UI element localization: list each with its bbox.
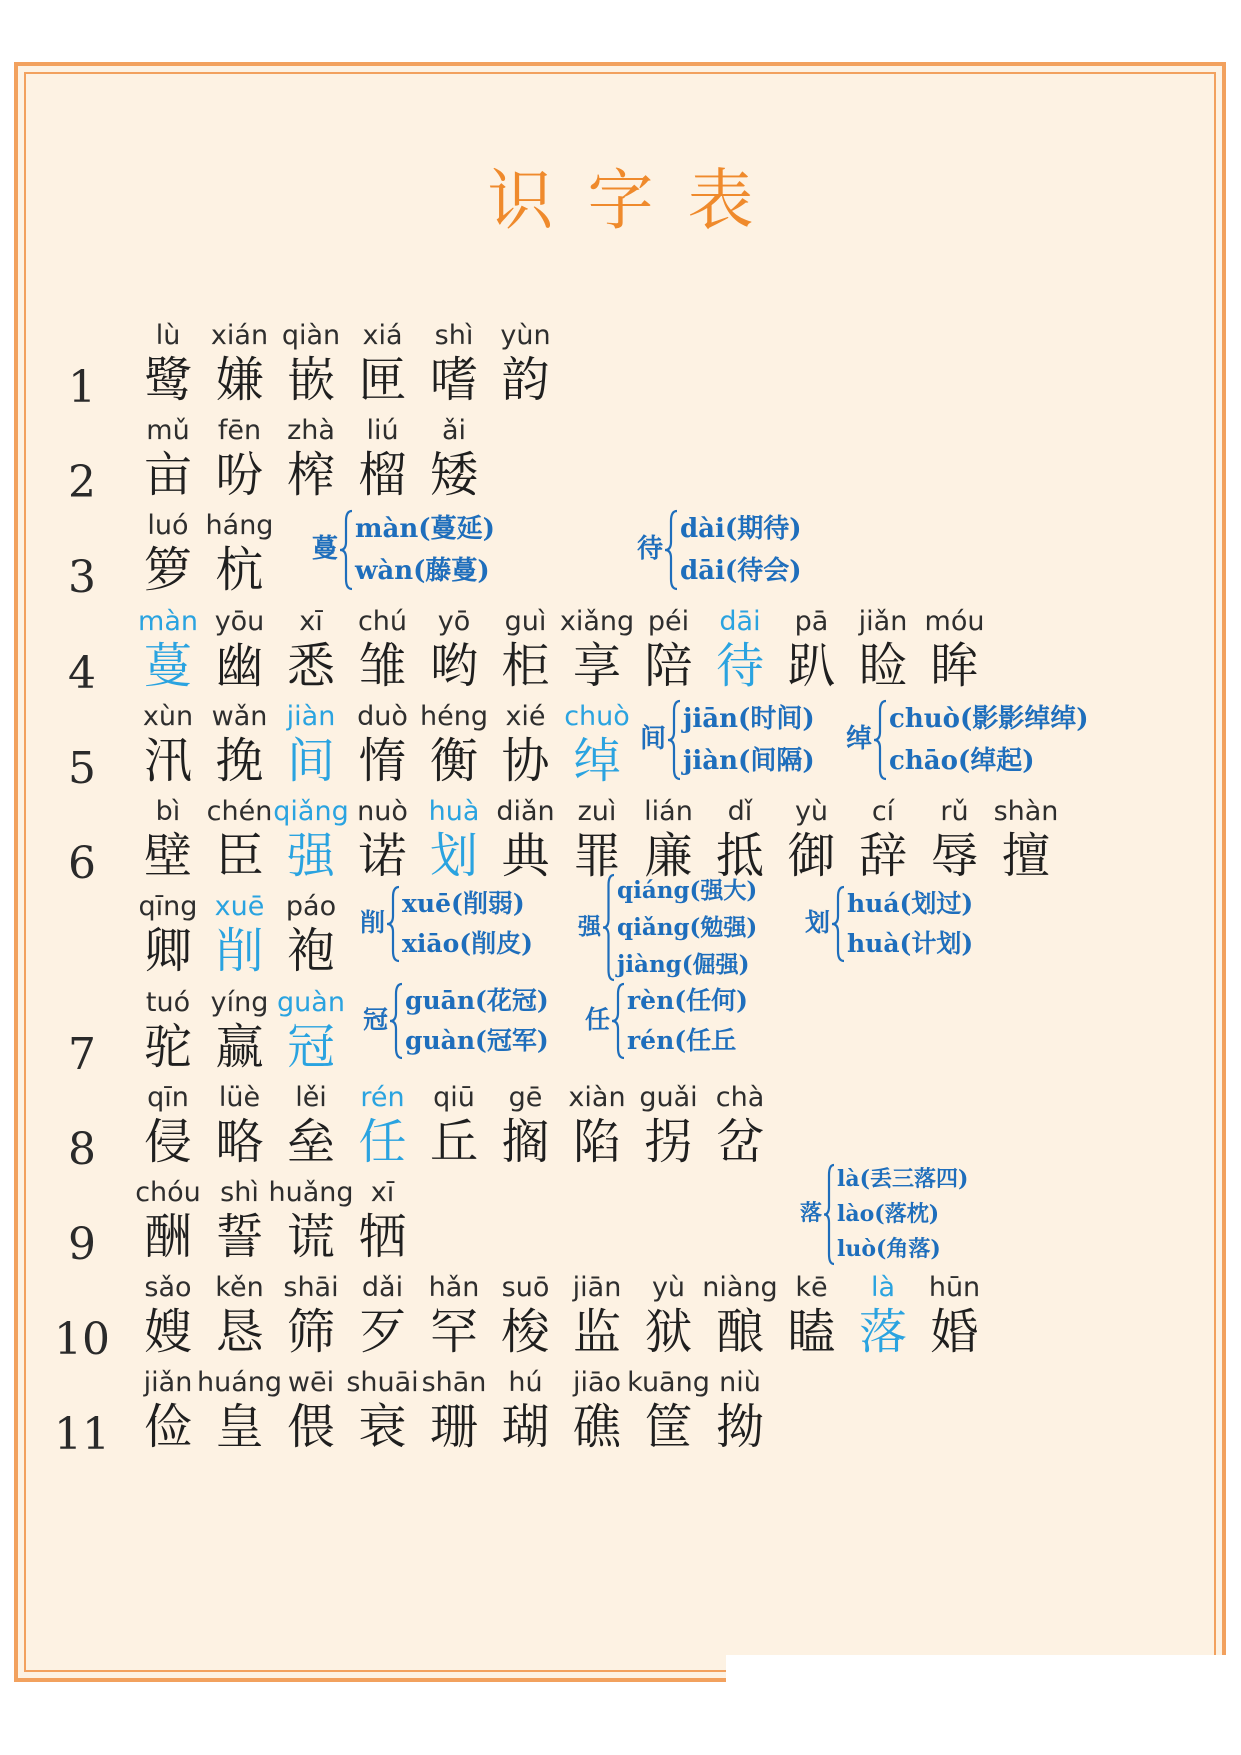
reading-line: chuò(影影绰绰) <box>889 704 1089 734</box>
pinyin-label: qiǎng <box>273 796 349 827</box>
pinyin-label: lüè <box>218 1082 261 1113</box>
reading-line: guàn(冠军) <box>405 1026 549 1055</box>
polyphone-character: 削 <box>360 908 386 937</box>
hanzi-character: 哟 <box>429 638 478 694</box>
reading-line: qiǎng(勉强) <box>617 914 758 941</box>
hanzi-character: 辱 <box>930 828 979 884</box>
pinyin-label: shuāi <box>346 1367 419 1398</box>
polyphone-readings <box>617 872 757 983</box>
pinyin-label: là <box>870 1272 896 1303</box>
hanzi-character: 韵 <box>501 352 550 408</box>
pinyin-label: hūn <box>928 1272 981 1303</box>
reading-line: chāo(绰起) <box>889 746 1035 776</box>
pinyin-label: páo <box>285 891 337 922</box>
pinyin-label: kěn <box>215 1272 264 1303</box>
hanzi-character: 绰 <box>572 733 621 789</box>
hanzi-character: 间 <box>286 733 335 789</box>
pinyin-label: jiǎn <box>143 1367 193 1398</box>
reading-line: là(丢三落四) <box>837 1166 969 1192</box>
hanzi-character: 箩 <box>143 542 192 598</box>
hanzi-character: 抵 <box>715 828 764 884</box>
character-entry <box>414 417 494 517</box>
hanzi-character: 趴 <box>787 638 836 694</box>
pinyin-label: xī <box>299 606 323 637</box>
character-entry <box>271 989 351 1089</box>
pinyin-label: niàng <box>702 1272 778 1303</box>
hanzi-character: 袍 <box>286 923 335 979</box>
pinyin-label: shàn <box>993 796 1059 827</box>
pinyin-label: xī <box>370 1177 395 1208</box>
polyphone-character: 冠 <box>363 1005 389 1034</box>
lesson-number: 11 <box>54 1409 110 1460</box>
hanzi-character: 嫌 <box>215 352 264 408</box>
pinyin-label: qīng <box>138 891 198 922</box>
polyphone-character: 强 <box>578 913 601 940</box>
pinyin-label: chú <box>357 606 408 637</box>
lesson-number: 6 <box>68 838 96 889</box>
hanzi-character: 杭 <box>215 542 264 598</box>
lesson-row <box>0 322 1241 422</box>
polyphone-character: 落 <box>800 1200 823 1226</box>
pinyin-label: qiū <box>433 1082 475 1113</box>
pinyin-label: chén <box>206 796 273 827</box>
hanzi-character: 幽 <box>215 638 264 694</box>
pinyin-label: móu <box>924 606 985 637</box>
pinyin-label: yíng <box>210 987 269 1018</box>
hanzi-character: 陪 <box>644 638 693 694</box>
pinyin-label: liú <box>366 415 399 446</box>
lesson-number: 4 <box>68 648 96 699</box>
character-entry <box>557 703 637 803</box>
hanzi-character: 陷 <box>572 1114 621 1170</box>
polyphone-readings <box>683 698 815 782</box>
pinyin-label: jiāo <box>572 1367 622 1398</box>
brace-icon <box>831 884 845 964</box>
pinyin-label: lián <box>644 796 693 827</box>
character-entry <box>486 322 566 422</box>
polyphone-character: 待 <box>637 534 664 564</box>
reading-line: xiāo(削皮) <box>402 929 533 958</box>
hanzi-character: 擅 <box>1001 828 1050 884</box>
hanzi-character: 睑 <box>858 638 907 694</box>
hanzi-character: 待 <box>715 638 764 694</box>
character-entry <box>986 798 1066 898</box>
hanzi-character: 榴 <box>358 447 407 503</box>
polyphone-readings <box>405 981 549 1061</box>
page-title: 识字表 <box>487 162 788 239</box>
hanzi-character: 强 <box>286 828 335 884</box>
pinyin-label: bì <box>155 796 181 827</box>
pinyin-label: shì <box>220 1177 259 1208</box>
hanzi-character: 鹭 <box>143 352 192 408</box>
hanzi-character: 驼 <box>143 1019 192 1075</box>
hanzi-character: 礁 <box>572 1399 621 1455</box>
lesson-number: 2 <box>68 457 96 508</box>
reading-line: jiàn(间隔) <box>683 746 815 776</box>
pinyin-label: dǐ <box>727 796 753 827</box>
hanzi-character: 匣 <box>358 352 407 408</box>
pinyin-label: guì <box>504 606 547 637</box>
reading-line: huà(计划) <box>847 929 974 958</box>
pinyin-label: wēi <box>287 1367 335 1398</box>
hanzi-character: 衡 <box>429 733 478 789</box>
hanzi-character: 矮 <box>429 447 478 503</box>
reading-line: rèn(任何) <box>627 986 748 1015</box>
reading-line: dài(期待) <box>680 514 802 544</box>
brace-icon <box>389 981 403 1061</box>
hanzi-character: 任 <box>358 1114 407 1170</box>
pinyin-label: ǎi <box>441 415 467 446</box>
hanzi-character: 嫂 <box>143 1304 192 1360</box>
polyphone-character: 绰 <box>846 724 873 754</box>
pinyin-label: jiǎn <box>858 606 908 637</box>
hanzi-character: 偎 <box>286 1399 335 1455</box>
pinyin-label: rén <box>360 1082 405 1113</box>
reading-line: jiān(时间) <box>683 704 815 734</box>
polyphone-readings <box>627 981 748 1061</box>
hanzi-character: 廉 <box>644 828 693 884</box>
hanzi-character: 划 <box>429 828 478 884</box>
polyphone-character: 任 <box>585 1005 611 1034</box>
pinyin-label: duò <box>357 701 408 732</box>
pinyin-label: xiá <box>362 320 403 351</box>
pinyin-label: huǎng <box>268 1177 354 1208</box>
pinyin-label: dāi <box>719 606 761 637</box>
hanzi-character: 嗜 <box>429 352 478 408</box>
reading-line: rén(任丘 <box>627 1026 737 1055</box>
hanzi-character: 雏 <box>358 638 407 694</box>
reading-line: guān(花冠) <box>405 986 549 1015</box>
pinyin-label: xuē <box>214 891 265 922</box>
pinyin-label: shāi <box>283 1272 339 1303</box>
hanzi-character: 岔 <box>715 1114 764 1170</box>
pinyin-label: jiān <box>572 1272 622 1303</box>
pinyin-label: lù <box>155 320 181 351</box>
polyphone-character: 间 <box>640 724 667 754</box>
polyphone-readings <box>847 884 973 964</box>
hanzi-character: 享 <box>572 638 621 694</box>
pinyin-label: yō <box>437 606 471 637</box>
hanzi-character: 惰 <box>358 733 407 789</box>
hanzi-character: 筛 <box>286 1304 335 1360</box>
pinyin-label: kuāng <box>627 1367 710 1398</box>
character-entry <box>200 512 280 612</box>
hanzi-character: 汛 <box>143 733 192 789</box>
hanzi-character: 酬 <box>143 1209 192 1265</box>
hanzi-character: 俭 <box>143 1399 192 1455</box>
hanzi-character: 臣 <box>215 828 264 884</box>
hanzi-character: 悉 <box>286 638 335 694</box>
hanzi-character: 酿 <box>715 1304 764 1360</box>
lesson-row <box>0 1274 1241 1374</box>
reading-line: jiàng(倔强) <box>617 951 750 978</box>
character-entry <box>271 893 351 993</box>
pinyin-label: qīn <box>147 1082 189 1113</box>
hanzi-character: 罪 <box>572 828 621 884</box>
reading-line: qiáng(强大) <box>617 877 758 904</box>
lesson-number: 7 <box>68 1029 96 1080</box>
hanzi-character: 瑚 <box>501 1399 550 1455</box>
hanzi-character: 挽 <box>215 733 264 789</box>
pinyin-label: yù <box>651 1272 686 1303</box>
lesson-row <box>0 1179 1241 1279</box>
hanzi-character: 侵 <box>143 1114 192 1170</box>
hanzi-character: 歹 <box>358 1304 407 1360</box>
brace-icon <box>339 508 353 592</box>
pinyin-label: kē <box>795 1272 828 1303</box>
polyphone-readings <box>402 884 533 964</box>
pinyin-label: shì <box>434 320 474 351</box>
hanzi-character: 卿 <box>143 923 192 979</box>
pinyin-label: nuò <box>357 796 408 827</box>
hanzi-character: 牺 <box>358 1209 407 1265</box>
hanzi-character: 落 <box>858 1304 907 1360</box>
hanzi-character: 削 <box>215 923 264 979</box>
hanzi-character: 衰 <box>358 1399 407 1455</box>
hanzi-character: 典 <box>501 828 550 884</box>
hanzi-character: 柜 <box>501 638 550 694</box>
polyphone-character: 蔓 <box>312 534 339 564</box>
hanzi-character: 谎 <box>286 1209 335 1265</box>
brace-icon <box>386 884 400 964</box>
brace-icon <box>602 872 615 983</box>
hanzi-character: 拐 <box>644 1114 693 1170</box>
pinyin-label: cí <box>871 796 895 827</box>
pinyin-label: niù <box>719 1367 761 1398</box>
pinyin-label: shān <box>421 1367 487 1398</box>
hanzi-character: 皇 <box>215 1399 264 1455</box>
pinyin-label: màn <box>138 606 198 637</box>
pinyin-label: xiàn <box>568 1082 626 1113</box>
pinyin-label: guàn <box>277 987 345 1018</box>
pinyin-label: luó <box>147 510 189 541</box>
hanzi-character: 亩 <box>143 447 192 503</box>
hanzi-character: 拗 <box>715 1399 764 1455</box>
reading-line: dāi(待会) <box>680 556 802 586</box>
pinyin-label: xié <box>505 701 546 732</box>
hanzi-character: 罕 <box>429 1304 478 1360</box>
hanzi-character: 赢 <box>215 1019 264 1075</box>
lesson-row <box>0 1369 1241 1469</box>
character-entry <box>343 1179 423 1279</box>
pinyin-label: hǎn <box>428 1272 480 1303</box>
pinyin-label: diǎn <box>496 796 555 827</box>
lesson-number: 8 <box>68 1124 96 1175</box>
pinyin-label: rǔ <box>940 796 969 827</box>
polyphone-readings <box>680 508 802 592</box>
pinyin-label: péi <box>647 606 690 637</box>
reading-line: luò(角落) <box>837 1236 941 1262</box>
pinyin-label: dǎi <box>361 1272 404 1303</box>
pinyin-label: háng <box>205 510 274 541</box>
pinyin-label: chà <box>715 1082 765 1113</box>
polyphone-readings <box>889 698 1089 782</box>
lesson-row <box>0 1084 1241 1184</box>
hanzi-character: 誓 <box>215 1209 264 1265</box>
pinyin-label: guǎi <box>639 1082 698 1113</box>
lesson-number: 5 <box>68 743 96 794</box>
pinyin-label: héng <box>420 701 488 732</box>
pinyin-label: pā <box>794 606 829 637</box>
pinyin-label: huáng <box>196 1367 283 1398</box>
pinyin-label: suō <box>501 1272 550 1303</box>
brace-icon <box>823 1162 835 1267</box>
character-entry <box>700 1369 780 1469</box>
character-entry <box>915 608 995 708</box>
pinyin-label: zhà <box>287 415 335 446</box>
polyphone-readings <box>837 1162 968 1267</box>
brace-icon <box>873 698 887 782</box>
hanzi-character: 婚 <box>930 1304 979 1360</box>
hanzi-character: 瞌 <box>787 1304 836 1360</box>
hanzi-character: 榨 <box>286 447 335 503</box>
pinyin-label: qiàn <box>281 320 341 351</box>
pinyin-label: chóu <box>135 1177 201 1208</box>
page-corner <box>726 1655 1241 1755</box>
lesson-number: 9 <box>68 1219 96 1270</box>
polyphone-readings <box>355 508 495 592</box>
pinyin-label: hú <box>508 1367 543 1398</box>
character-entry <box>700 1084 780 1184</box>
pinyin-label: tuó <box>145 987 191 1018</box>
pinyin-label: chuò <box>564 701 630 732</box>
lesson-number: 10 <box>54 1314 110 1365</box>
reading-line: lào(落枕) <box>837 1201 940 1227</box>
hanzi-character: 冠 <box>286 1019 335 1075</box>
reading-line: wàn(藤蔓) <box>355 556 490 586</box>
hanzi-character: 诺 <box>358 828 407 884</box>
hanzi-character: 御 <box>787 828 836 884</box>
pinyin-label: wǎn <box>211 701 268 732</box>
hanzi-character: 辞 <box>858 828 907 884</box>
hanzi-character: 壁 <box>143 828 192 884</box>
hanzi-character: 吩 <box>215 447 264 503</box>
pinyin-label: gē <box>508 1082 543 1113</box>
pinyin-label: jiàn <box>286 701 336 732</box>
pinyin-label: zuì <box>577 796 617 827</box>
pinyin-label: sǎo <box>144 1272 192 1303</box>
brace-icon <box>667 698 681 782</box>
pinyin-label: yù <box>794 796 829 827</box>
polyphone-character: 划 <box>805 908 831 937</box>
hanzi-character: 垒 <box>286 1114 335 1170</box>
hanzi-character: 恳 <box>215 1304 264 1360</box>
pinyin-label: fēn <box>217 415 262 446</box>
hanzi-character: 眸 <box>930 638 979 694</box>
hanzi-character: 丘 <box>429 1114 478 1170</box>
reading-line: màn(蔓延) <box>355 514 495 544</box>
lesson-number: 1 <box>68 362 96 413</box>
hanzi-character: 狱 <box>644 1304 693 1360</box>
pinyin-label: xùn <box>142 701 194 732</box>
pinyin-label: xiǎng <box>559 606 635 637</box>
hanzi-character: 蔓 <box>143 638 192 694</box>
reading-line: huá(划过) <box>847 889 974 918</box>
hanzi-character: 监 <box>572 1304 621 1360</box>
lesson-row <box>0 608 1241 708</box>
reading-line: xuē(削弱) <box>402 889 525 918</box>
brace-icon <box>611 981 625 1061</box>
lesson-number: 3 <box>68 552 96 603</box>
hanzi-character: 珊 <box>429 1399 478 1455</box>
pinyin-label: yōu <box>214 606 265 637</box>
hanzi-character: 梭 <box>501 1304 550 1360</box>
hanzi-character: 嵌 <box>286 352 335 408</box>
pinyin-label: yùn <box>500 320 551 351</box>
pinyin-label: lěi <box>295 1082 327 1113</box>
lesson-row <box>0 512 1241 612</box>
hanzi-character: 搁 <box>501 1114 550 1170</box>
pinyin-label: xián <box>210 320 269 351</box>
hanzi-character: 协 <box>501 733 550 789</box>
pinyin-label: huà <box>428 796 480 827</box>
hanzi-character: 略 <box>215 1114 264 1170</box>
character-entry <box>915 1274 995 1374</box>
hanzi-character: 筐 <box>644 1399 693 1455</box>
brace-icon <box>664 508 678 592</box>
pinyin-label: mǔ <box>146 415 190 446</box>
lesson-row <box>0 417 1241 517</box>
